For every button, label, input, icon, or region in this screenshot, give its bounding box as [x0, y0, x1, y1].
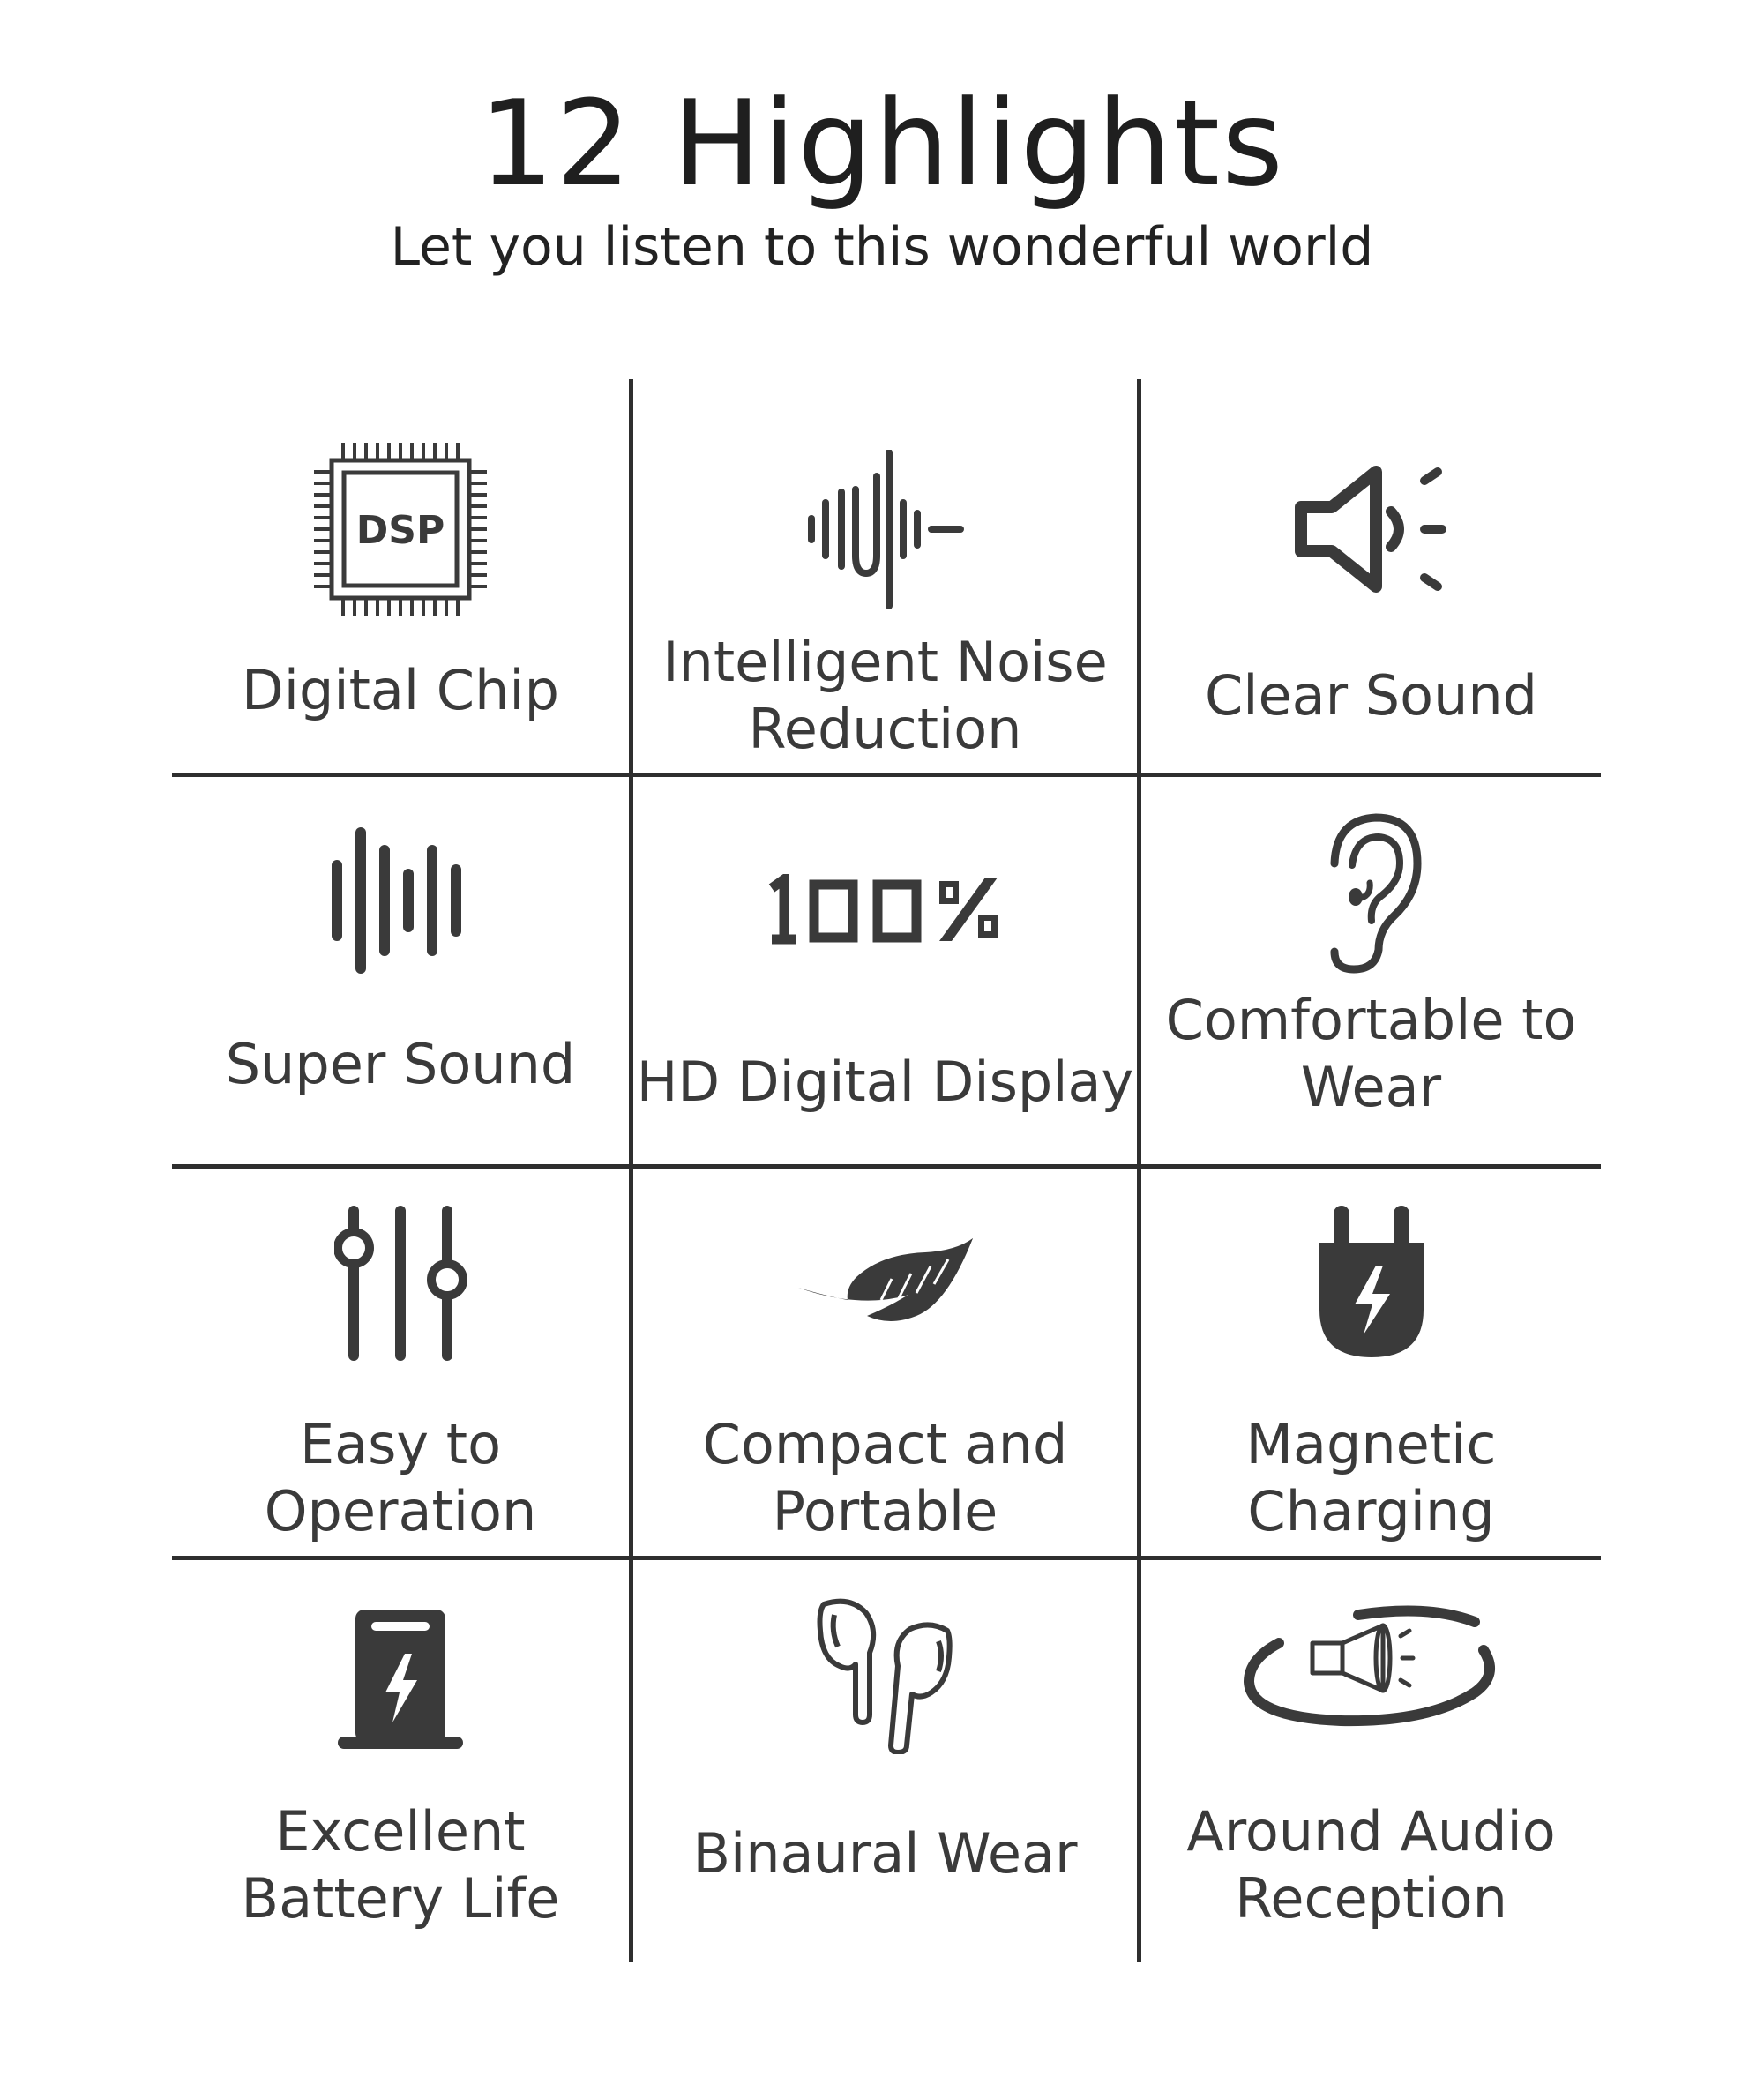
speaker-icon [1141, 445, 1601, 613]
feature-clear-sound [1141, 379, 1601, 773]
page-title: 12 Highlights [479, 75, 1285, 213]
feature-label: Around Audio Reception [1186, 1799, 1556, 1931]
feature-comfortable-wear [1141, 777, 1601, 1164]
feature-hd-display [633, 777, 1137, 1164]
feature-around-audio [1141, 1560, 1601, 1962]
sliders-icon [172, 1169, 629, 1398]
percent-display-icon [633, 861, 1137, 958]
sound-wave-icon [633, 445, 1137, 613]
feature-label: Super Sound [225, 1032, 576, 1096]
feature-digital-chip [172, 379, 629, 773]
dsp-chip-text: DSP [355, 508, 445, 553]
feature-icon [633, 1222, 1137, 1345]
ear-icon [1141, 803, 1601, 980]
feature-label: Comfortable to Wear [1165, 988, 1577, 1119]
earbuds-icon [633, 1573, 1137, 1776]
feature-binaural-wear [633, 1560, 1137, 1962]
feature-label: HD Digital Display [636, 1050, 1134, 1114]
page-subtitle: Let you listen to this wonderful world [390, 216, 1374, 278]
feature-label: Clear Sound [1204, 663, 1538, 728]
feature-label: Binaural Wear [692, 1821, 1078, 1886]
feature-easy-operation [172, 1169, 629, 1556]
equalizer-bars-icon [172, 821, 629, 980]
feature-grid [172, 379, 1601, 1962]
feature-magnetic-charging [1141, 1169, 1601, 1556]
surround-audio-icon [1141, 1604, 1601, 1728]
feature-label: Intelligent Noise Reduction [662, 630, 1108, 761]
dsp-chip-icon [172, 432, 629, 626]
charging-plug-icon [1141, 1186, 1601, 1376]
feature-label: Compact and Portable [702, 1412, 1068, 1543]
feature-battery-life [172, 1560, 629, 1962]
feature-label: Easy to Operation [264, 1412, 537, 1543]
feature-label: Magnetic Charging [1245, 1412, 1497, 1543]
feature-label: Excellent Battery Life [241, 1799, 560, 1931]
feature-noise-reduction [633, 379, 1137, 773]
feature-super-sound [172, 777, 629, 1164]
feature-label: Digital Chip [242, 658, 559, 722]
feature-compact-portable [633, 1169, 1137, 1556]
battery-icon [172, 1595, 629, 1763]
